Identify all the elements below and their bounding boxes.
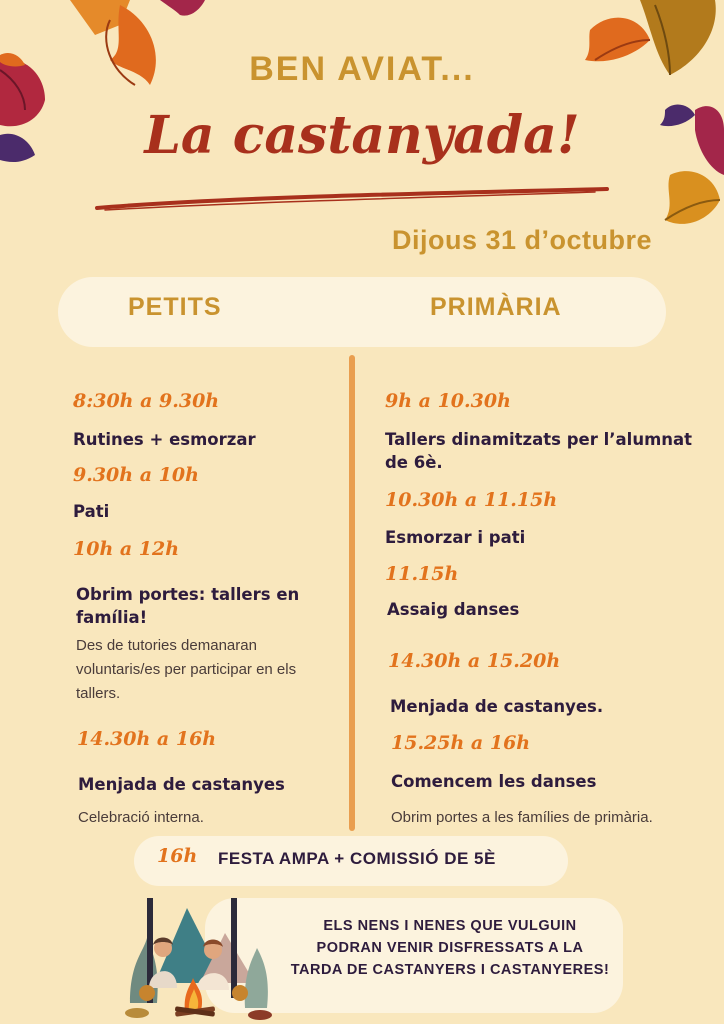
- campfire-children-illustration: [125, 893, 275, 1024]
- schedule-time: 8:30h a 9.30h: [73, 390, 220, 412]
- schedule-time: 10.30h a 11.15h: [385, 489, 558, 511]
- schedule-time: 9.30h a 10h: [73, 464, 199, 486]
- schedule-time: 15.25h a 16h: [391, 732, 531, 754]
- schedule-time: 10h a 12h: [73, 538, 180, 560]
- schedule-note: Obrim portes a les famílies de primària.: [391, 809, 653, 826]
- festa-time: 16h: [157, 845, 198, 867]
- schedule-activity: Menjada de castanyes.: [390, 697, 604, 716]
- event-date: Dijous 31 d’octubre: [391, 225, 652, 255]
- column-divider: [349, 355, 355, 831]
- page-title: La castanyada!: [144, 105, 580, 166]
- schedule-time: 14.30h a 16h: [77, 728, 217, 750]
- schedule-activity: Rutines + esmorzar: [73, 430, 256, 449]
- schedule-activity: Pati: [73, 502, 110, 521]
- schedule-activity: Assaig danses: [387, 600, 520, 619]
- column-title-petits: PETITS: [128, 293, 222, 321]
- festa-text: FESTA AMPA + COMISSIÓ DE 5È: [218, 849, 496, 868]
- schedule-activity: Esmorzar i pati: [385, 528, 526, 547]
- schedule-time: 9h a 10.30h: [385, 390, 511, 412]
- schedule-note: Celebració interna.: [78, 809, 204, 826]
- schedule-note: Des de tutories demanaran voluntaris/es per participar en els tallers.: [76, 637, 297, 702]
- schedule-activity: Comencem les danses: [391, 772, 597, 791]
- title-underline: [95, 186, 610, 212]
- schedule-activity: Obrim portes: tallers en família!: [76, 585, 300, 627]
- notice-text: ELS NENS I NENES QUE VULGUIN PODRAN VENIR DISFRESSATS A LA TARDA DE CASTANYERS I CASTANYERES!: [290, 918, 610, 978]
- pre-title: BEN AVIAT...: [249, 50, 475, 88]
- schedule-activity: Tallers dinamitzats per l’alumnat de 6è.: [385, 430, 693, 472]
- schedule-time: 14.30h a 15.20h: [388, 650, 561, 672]
- schedule-time: 11.15h: [385, 563, 459, 585]
- schedule-activity: Menjada de castanyes: [78, 775, 285, 794]
- column-title-primaria: PRIMÀRIA: [430, 293, 562, 321]
